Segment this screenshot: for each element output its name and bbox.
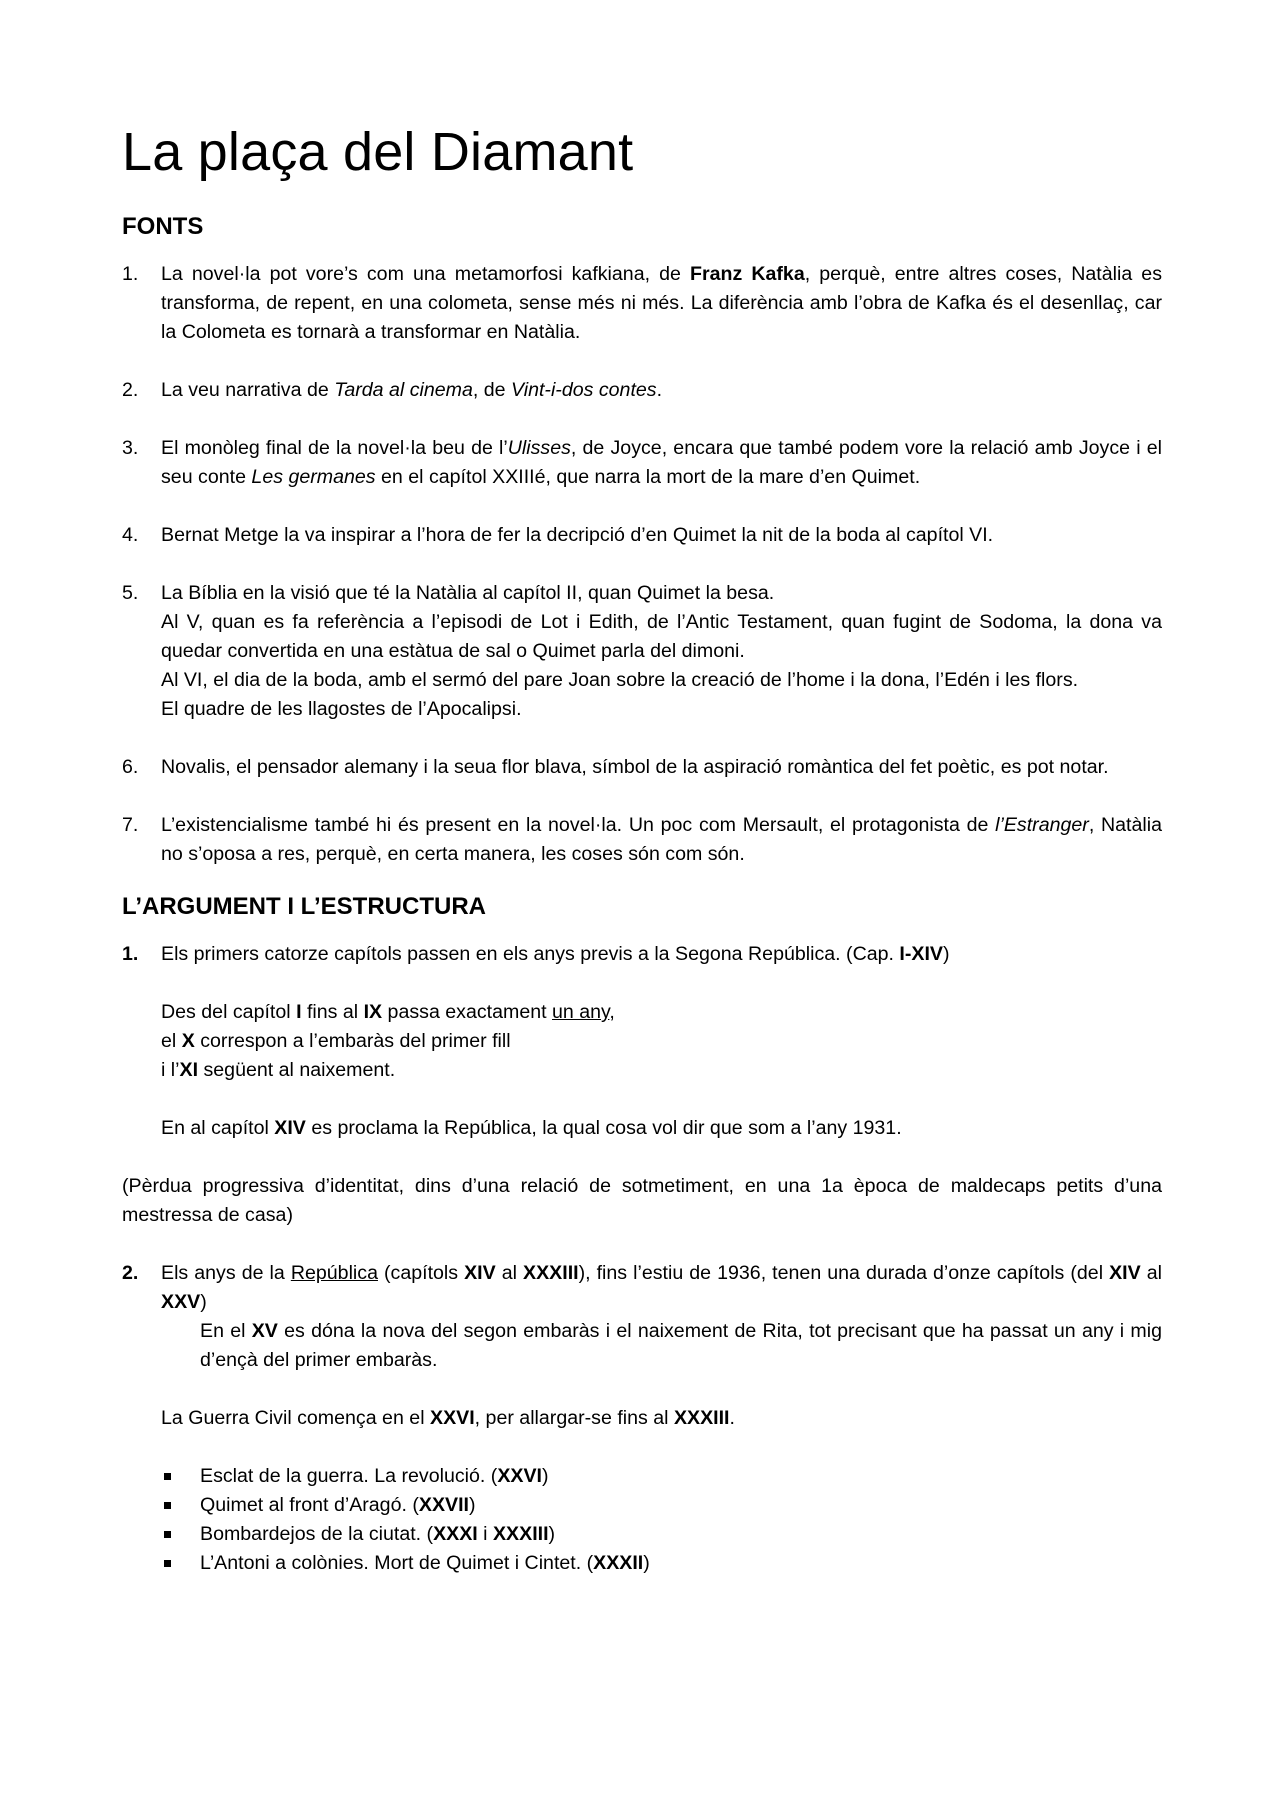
text: Els anys de la xyxy=(161,1262,291,1285)
text: següent al naixement. xyxy=(198,1059,396,1082)
item-line: Al VI, el dia de la boda, amb el sermó del pare Joan sobre la creació de l’home i la dona, l’Edén i les flors. xyxy=(161,668,1079,691)
chapter-ref: XIV xyxy=(274,1117,306,1140)
work-title: Vint-i-dos contes xyxy=(511,378,657,401)
item-text: , de xyxy=(472,378,512,401)
work-title: Les germanes xyxy=(251,465,376,488)
chapter-ref: XIV xyxy=(464,1262,496,1285)
item-text: , de Joyce, encara que també podem vore la relació amb Joyce i el seu conte xyxy=(161,436,1162,488)
list-item xyxy=(122,376,1162,405)
text: al xyxy=(1140,1262,1162,1285)
list-item xyxy=(122,811,1162,869)
item-line xyxy=(161,1056,1162,1085)
text: ) xyxy=(200,1291,207,1314)
item-line: Al V, quan es fa referència a l’episodi de Lot i Edith, de l’Antic Testament, quan fugint de Sodoma, la dona va quedar convertida en una estàtua de sal o Quimet parla del dimoni. xyxy=(161,610,1162,662)
item-text: , Natàlia no s’oposa a res, perquè, en certa manera, les coses són com són. xyxy=(161,813,1162,865)
item-text: en el capítol XXIIIé, que narra la mort de la mare d’en Quimet. xyxy=(375,465,921,488)
list-number: 3. xyxy=(122,436,139,459)
list-number: 2. xyxy=(122,378,139,401)
list-number: 6. xyxy=(122,755,139,778)
chapter-ref: XIV xyxy=(1109,1262,1141,1285)
note-paragraph: (Pèrdua progressiva d’identitat, dins d’una relació de sotmetiment, en una 1a època de maldecaps petits d’una mestressa de casa) xyxy=(122,1175,1162,1227)
list-item xyxy=(122,579,1162,724)
text: ) xyxy=(548,1523,556,1546)
sub-paragraph xyxy=(161,1317,1162,1375)
text: passa exactament xyxy=(382,1001,553,1024)
list-item xyxy=(122,260,1162,347)
work-title: Tarda al cinema xyxy=(334,378,473,401)
item-line: El quadre de les llagostes de l’Apocalipsi. xyxy=(161,697,522,720)
text: Esclat de la guerra. La revolució. ( xyxy=(200,1465,498,1488)
chapter-ref: XXV xyxy=(161,1291,201,1314)
underlined-text: República xyxy=(290,1262,378,1285)
list-number: 2. xyxy=(122,1262,139,1285)
list-number: 1. xyxy=(122,943,139,966)
text: La Guerra Civil comença en el xyxy=(161,1407,430,1430)
item-text: Bernat Metge la va inspirar a l’hora de fer la decripció d’en Quimet la nit de la boda al capítol VI. xyxy=(161,523,994,546)
underlined-text: un any xyxy=(552,1001,610,1024)
chapter-ref: XV xyxy=(251,1320,278,1343)
bullet-item xyxy=(122,1491,1162,1520)
text: ), fins l’estiu de 1936, tenen una durada d’onze capítols (del xyxy=(578,1262,1110,1285)
section-heading-argument: L’ARGUMENT I L’ESTRUCTURA xyxy=(122,892,486,920)
item-text: Els primers catorze capítols passen en els anys previs a la Segona República. (Cap. xyxy=(161,943,900,966)
item-text: ) xyxy=(942,943,950,966)
chapter-ref: XXVII xyxy=(418,1494,469,1517)
text: i l’ xyxy=(161,1059,180,1082)
bullet-icon xyxy=(164,1502,171,1509)
text: ) xyxy=(643,1552,650,1575)
text: . xyxy=(729,1407,735,1430)
text: i xyxy=(477,1523,493,1546)
item-text: La veu narrativa de xyxy=(161,378,335,401)
chapter-ref: XXXIII xyxy=(492,1523,549,1546)
list-number: 7. xyxy=(122,813,139,836)
text: , xyxy=(609,1001,615,1024)
page-title: La plaça del Diamant xyxy=(122,122,634,182)
list-item xyxy=(122,753,1162,782)
structure-item xyxy=(122,1259,1162,1433)
section-heading-fonts: FONTS xyxy=(122,212,204,240)
item-line: La Bíblia en la visió que té la Natàlia al capítol II, quan Quimet la besa. xyxy=(161,581,775,604)
chapter-ref: XXXIII xyxy=(523,1262,579,1285)
work-title: Ulisses xyxy=(507,436,571,459)
chapter-ref: XXXIII xyxy=(673,1407,730,1430)
item-line xyxy=(161,1404,1162,1433)
list-number: 1. xyxy=(122,262,139,285)
chapter-ref: XXXI xyxy=(433,1523,478,1546)
list-number: 4. xyxy=(122,523,139,546)
chapter-ref: I xyxy=(296,1001,302,1024)
text: En al capítol xyxy=(161,1117,275,1140)
bullet-item xyxy=(122,1520,1162,1549)
text: (capítols xyxy=(377,1262,465,1285)
text: ) xyxy=(469,1494,476,1517)
work-title: l’Estranger xyxy=(995,813,1089,836)
list-item xyxy=(122,434,1162,492)
item-text: L’existencialisme també hi és present en la novel·la. Un poc com Mersault, el protagonista de xyxy=(161,813,996,836)
item-text: , perquè, entre altres coses, Natàlia es transforma, de repent, en una colometa, sense més ni més. La diferència amb l’obra de Kafka és el desenllaç, car la Colometa es tornarà a transformar en Natàlia. xyxy=(161,262,1162,343)
chapter-ref: XI xyxy=(179,1059,199,1082)
text: correspon a l’embaràs del primer fill xyxy=(194,1030,511,1053)
author-name: Franz Kafka xyxy=(690,262,805,285)
text: el xyxy=(161,1030,182,1053)
item-line xyxy=(161,1027,1162,1056)
bullet-icon xyxy=(164,1560,171,1567)
chapter-ref: XXXII xyxy=(593,1552,644,1575)
chapter-ref: XXVI xyxy=(497,1465,542,1488)
text: L’Antoni a colònies. Mort de Quimet i Cintet. ( xyxy=(200,1552,594,1575)
bullet-icon xyxy=(164,1531,171,1538)
text: es proclama la República, la qual cosa vol dir que som a l’any 1931. xyxy=(305,1117,902,1140)
item-line xyxy=(161,998,1162,1027)
item-text: Novalis, el pensador alemany i la seua flor blava, símbol de la aspiració romàntica del fet poètic, es pot notar. xyxy=(161,755,1109,778)
document-page xyxy=(122,120,1162,1578)
text: , per allargar-se fins al xyxy=(474,1407,674,1430)
chapter-ref: XXVI xyxy=(430,1407,475,1430)
text: Quimet al front d’Aragó. ( xyxy=(200,1494,419,1517)
text: En el xyxy=(200,1320,252,1343)
chapter-ref: IX xyxy=(363,1001,383,1024)
chapter-ref: X xyxy=(181,1030,195,1053)
structure-item xyxy=(122,940,1162,1143)
bullet-item xyxy=(122,1462,1162,1491)
text: fins al xyxy=(301,1001,364,1024)
item-line xyxy=(161,1114,1162,1143)
item-text: El monòleg final de la novel·la beu de l’ xyxy=(161,436,508,459)
text: al xyxy=(495,1262,524,1285)
item-text: La novel·la pot vore’s com una metamorfosi kafkiana, de xyxy=(161,262,691,285)
chapter-ref: I-XIV xyxy=(899,943,943,966)
text: es dóna la nova del segon embaràs i el naixement de Rita, tot precisant que ha passat un any i mig d’ençà del primer embaràs. xyxy=(200,1320,1162,1372)
list-item xyxy=(122,521,1162,550)
bullet-item xyxy=(122,1549,1162,1578)
list-number: 5. xyxy=(122,581,139,604)
text: Bombardejos de la ciutat. ( xyxy=(200,1523,434,1546)
text: ) xyxy=(541,1465,549,1488)
text: Des del capítol xyxy=(161,1001,297,1024)
item-text: . xyxy=(656,378,663,401)
bullet-icon xyxy=(164,1473,171,1480)
